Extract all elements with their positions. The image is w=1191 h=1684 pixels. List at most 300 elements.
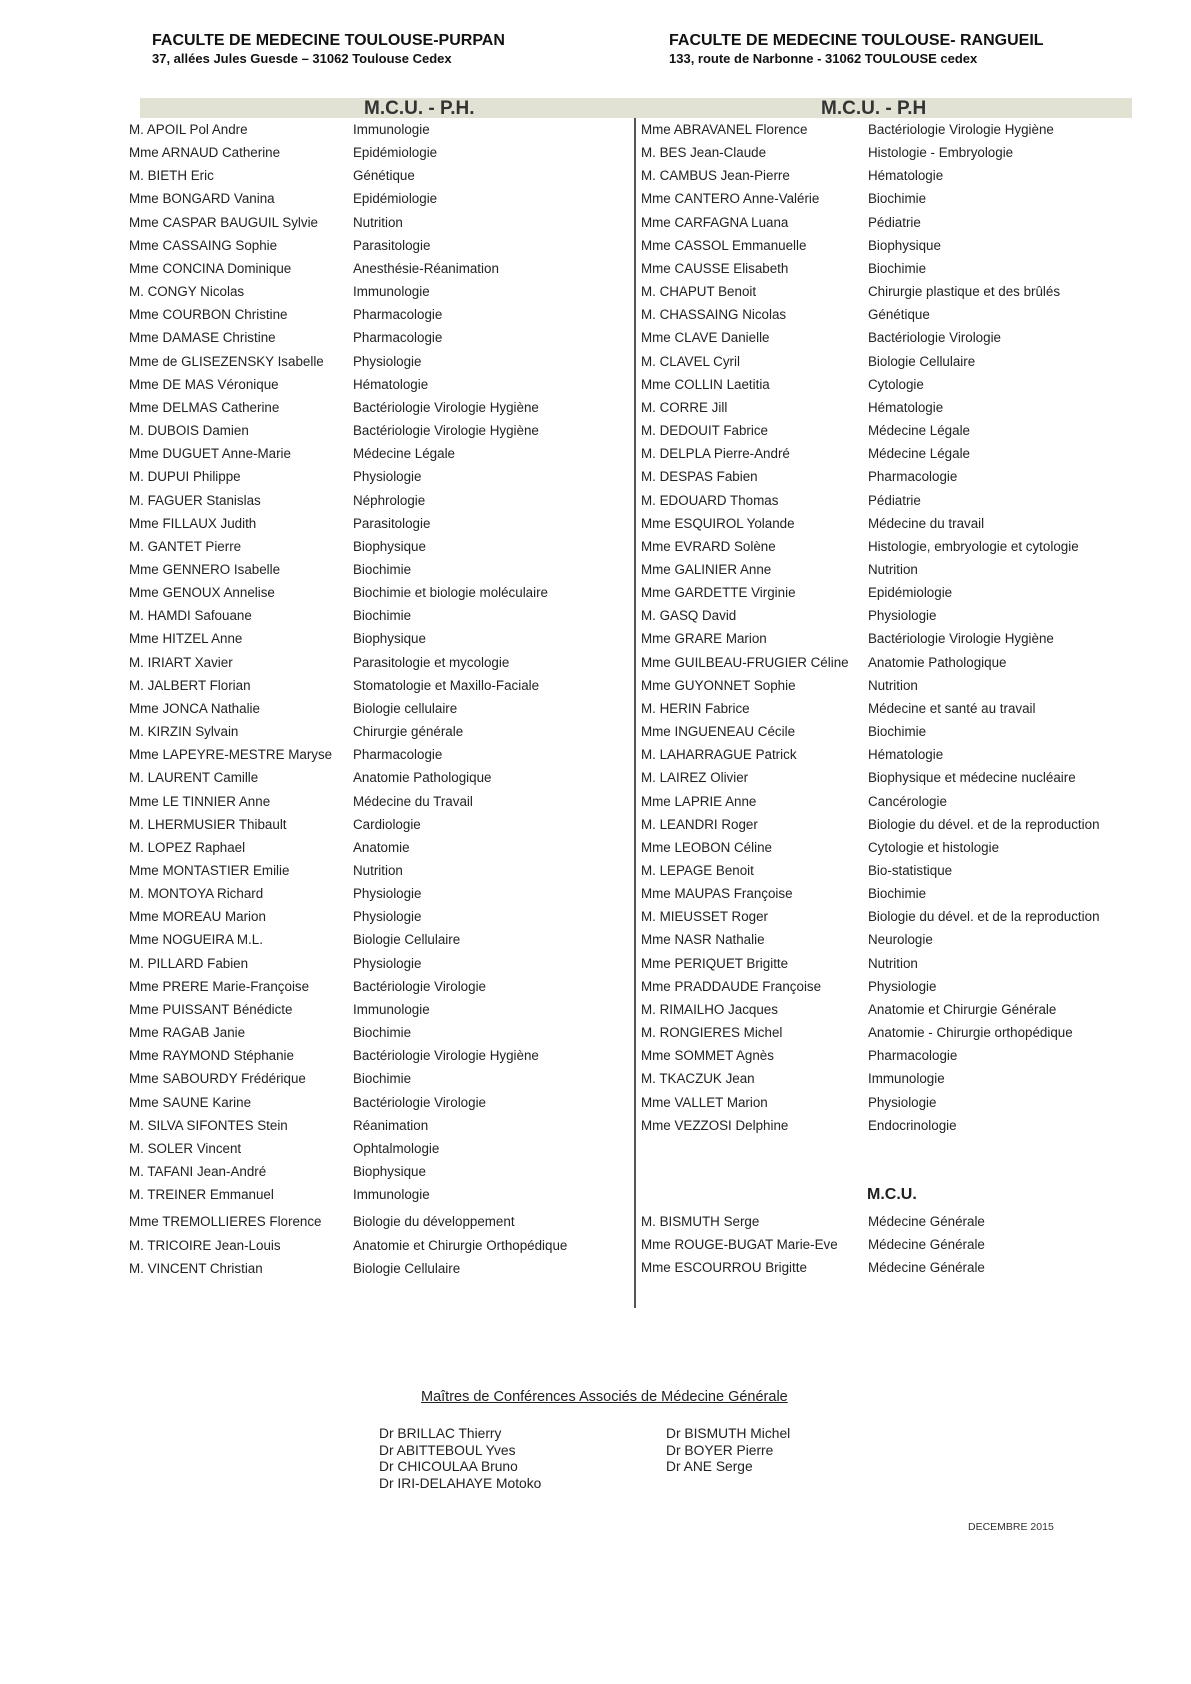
person-name: Mme RAYMOND Stéphanie (129, 1048, 294, 1064)
specialty: Réanimation (353, 1117, 429, 1133)
person-name: Mme DUGUET Anne-Marie (129, 446, 291, 462)
specialty: Biochimie (353, 561, 412, 577)
list-item (129, 975, 629, 998)
person-name: Mme GRARE Marion (641, 631, 767, 647)
list-item (129, 280, 629, 303)
person-name: Mme SAUNE Karine (129, 1094, 252, 1110)
list-item (641, 975, 1181, 998)
specialty: Chirurgie plastique et des brûlés (868, 284, 1061, 300)
person-name: Mme NOGUEIRA M.L. (129, 932, 263, 948)
specialty: Nutrition (868, 561, 918, 577)
person-name: Mme CASSOL Emmanuelle (641, 237, 807, 253)
specialty: Cardiologie (353, 816, 421, 832)
list-item (129, 882, 629, 905)
person-name: Mme PRERE Marie-Françoise (129, 978, 310, 994)
specialty: Endocrinologie (868, 1117, 957, 1133)
specialty: Stomatologie et Maxillo-Faciale (353, 677, 540, 693)
specialty: Biochimie (868, 191, 927, 207)
list-item (641, 928, 1181, 951)
list-item (129, 512, 629, 535)
mcu-list (641, 1210, 1181, 1279)
person-name: Mme ESCOURROU Brigitte (641, 1260, 807, 1276)
list-item (641, 1091, 1181, 1114)
person-name: Mme COLLIN Laetitia (641, 376, 770, 392)
person-name: Mme CLAVE Danielle (641, 330, 770, 346)
specialty: Biologie Cellulaire (353, 932, 461, 948)
person-name: Mme ESQUIROL Yolande (641, 515, 795, 531)
person-name: M. TRICOIRE Jean-Louis (129, 1237, 281, 1253)
person-name: Mme MONTASTIER Emilie (129, 863, 290, 878)
list-item (641, 234, 1181, 257)
specialty: Biochimie (868, 260, 927, 276)
person-name: Mme DAMASE Christine (129, 330, 276, 346)
specialty: Immunologie (353, 1187, 430, 1203)
list-item (641, 836, 1181, 859)
person-name: Mme PUISSANT Bénédicte (129, 1001, 293, 1017)
list-item (129, 489, 629, 512)
specialty: Physiologie (353, 353, 422, 369)
specialty: Epidémiologie (353, 145, 438, 161)
person-name: Mme LAPRIE Anne (641, 793, 757, 809)
list-item (129, 1257, 629, 1280)
person-name: M. JALBERT Florian (129, 677, 251, 693)
header-rangueil-title: FACULTE DE MEDECINE TOULOUSE- RANGUEIL (669, 32, 1044, 49)
purpan-list (129, 118, 629, 1280)
person-name: M. CONGY Nicolas (129, 284, 245, 300)
list-item (129, 1021, 629, 1044)
person-name: M. VINCENT Christian (129, 1260, 263, 1276)
specialty: Médecine Générale (868, 1260, 985, 1276)
list-item (129, 674, 629, 697)
list-item (129, 790, 629, 813)
specialty: Biologie cellulaire (353, 700, 458, 716)
list-item (129, 1114, 629, 1137)
specialty: Bactériologie Virologie Hygiène (353, 399, 539, 415)
list-item (129, 419, 629, 442)
specialty: Anesthésie-Réanimation (353, 260, 499, 276)
specialty: Biophysique (868, 237, 941, 253)
list-item (641, 674, 1181, 697)
person-name: M. PILLARD Fabien (129, 955, 249, 971)
section-title-rangueil: M.C.U. - P.H (821, 98, 927, 119)
specialty: Génétique (868, 307, 930, 323)
specialty: Anatomie - Chirurgie orthopédique (868, 1025, 1073, 1041)
specialty: Bactériologie Virologie (868, 330, 1001, 346)
person-name: M. CORRE Jill (641, 399, 728, 415)
specialty: Pédiatrie (868, 214, 921, 230)
list-item (641, 164, 1181, 187)
specialty: Médecine Générale (868, 1237, 985, 1253)
associate-name: Dr BRILLAC Thierry (379, 1426, 502, 1441)
specialty: Physiologie (353, 955, 422, 971)
list-item (641, 651, 1181, 674)
column-divider (634, 118, 636, 1308)
list-item (129, 1210, 629, 1233)
person-name: M. LHERMUSIER Thibault (129, 816, 287, 832)
specialty: Médecine et santé au travail (868, 700, 1036, 716)
person-name: M. LEPAGE Benoit (641, 863, 754, 878)
person-name: M. GASQ David (641, 608, 737, 624)
person-name: Mme DELMAS Catherine (129, 399, 280, 415)
specialty: Pharmacologie (868, 469, 958, 485)
list-item (641, 118, 1181, 141)
associate-name: Dr ANE Serge (666, 1459, 753, 1474)
person-name: M. HAMDI Safouane (129, 608, 252, 624)
list-item (641, 465, 1181, 488)
list-item (129, 211, 629, 234)
list-item (129, 234, 629, 257)
list-item (129, 651, 629, 674)
list-item (641, 766, 1181, 789)
person-name: M. HERIN Fabrice (641, 700, 750, 716)
specialty: Bactériologie Virologie (353, 1094, 486, 1110)
specialty: Biologie du dével. et de la reproduction (868, 816, 1100, 832)
specialty: Physiologie (868, 608, 937, 624)
specialty: Physiologie (353, 469, 422, 485)
person-name: M. CHASSAING Nicolas (641, 307, 787, 323)
list-item (641, 303, 1181, 326)
associates-left-list (379, 1426, 541, 1492)
list-item (641, 442, 1181, 465)
person-name: M. MONTOYA Richard (129, 886, 264, 902)
person-name: Mme LE TINNIER Anne (129, 793, 271, 809)
person-name: M. EDOUARD Thomas (641, 492, 779, 508)
person-name: Mme NASR Nathalie (641, 932, 765, 948)
header-rangueil-address: 133, route de Narbonne - 31062 TOULOUSE cedex (669, 51, 978, 66)
person-name: Mme DE MAS Véronique (129, 376, 279, 392)
list-item (129, 627, 629, 650)
person-name: M. CAMBUS Jean-Pierre (641, 168, 790, 184)
person-name: Mme GARDETTE Virginie (641, 585, 796, 601)
associate-name: Dr BISMUTH Michel (666, 1426, 791, 1441)
list-item (641, 998, 1181, 1021)
person-name: M. APOIL Pol Andre (129, 122, 248, 137)
specialty: Médecine Légale (868, 446, 970, 462)
specialty: Pharmacologie (868, 1048, 958, 1064)
list-item (641, 1067, 1181, 1090)
list-item (129, 1160, 629, 1183)
person-name: Mme de GLISEZENSKY Isabelle (129, 353, 324, 369)
header-purpan-title: FACULTE DE MEDECINE TOULOUSE-PURPAN (152, 32, 505, 49)
specialty: Biophysique (353, 538, 426, 554)
list-item (641, 1114, 1181, 1137)
specialty: Néphrologie (353, 492, 426, 508)
person-name: Mme PERIQUET Brigitte (641, 955, 789, 971)
specialty: Immunologie (353, 1001, 430, 1017)
specialty: Epidémiologie (353, 191, 438, 207)
person-name: M. TREINER Emmanuel (129, 1187, 274, 1203)
list-item (129, 164, 629, 187)
specialty: Nutrition (353, 863, 403, 878)
list-item (129, 928, 629, 951)
list-item (129, 303, 629, 326)
list-item (129, 465, 629, 488)
list-item (641, 1233, 1181, 1256)
person-name: Mme ROUGE-BUGAT Marie-Eve (641, 1237, 838, 1253)
list-item (129, 905, 629, 928)
list-item (641, 905, 1181, 928)
person-name: Mme JONCA Nathalie (129, 700, 260, 716)
specialty: Anatomie Pathologique (868, 654, 1007, 670)
list-item (641, 882, 1181, 905)
list-item (129, 859, 629, 882)
specialty: Biophysique (353, 1164, 426, 1180)
document-date: DECEMBRE 2015 (968, 1521, 1054, 1533)
person-name: M. LAURENT Camille (129, 770, 259, 786)
person-name: M. IRIART Xavier (129, 654, 233, 670)
list-item (641, 743, 1181, 766)
list-item (641, 952, 1181, 975)
header-rangueil (669, 32, 1044, 67)
person-name: Mme MAUPAS Françoise (641, 886, 793, 902)
person-name: Mme SOMMET Agnès (641, 1048, 774, 1064)
person-name: Mme GUILBEAU-FRUGIER Céline (641, 654, 849, 670)
person-name: M. MIEUSSET Roger (641, 909, 768, 925)
list-item (641, 326, 1181, 349)
person-name: M. DUPUI Philippe (129, 469, 241, 485)
list-item (641, 141, 1181, 164)
specialty: Anatomie (353, 839, 410, 855)
specialty: Hématologie (868, 399, 944, 415)
specialty: Médecine du Travail (353, 793, 473, 809)
associate-name: Dr IRI-DELAHAYE Motoko (379, 1475, 542, 1491)
list-item (641, 1044, 1181, 1067)
person-name: M. LAHARRAGUE Patrick (641, 747, 797, 763)
specialty: Cytologie (868, 376, 924, 392)
list-item (129, 326, 629, 349)
person-name: M. CLAVEL Cyril (641, 353, 740, 369)
specialty: Physiologie (353, 909, 422, 925)
associates-right-list (666, 1426, 790, 1476)
list-item (641, 489, 1181, 512)
person-name: M. TAFANI Jean-André (129, 1164, 267, 1180)
specialty: Médecine Légale (353, 446, 455, 462)
specialty: Physiologie (353, 886, 422, 902)
list-item (641, 187, 1181, 210)
specialty: Histologie - Embryologie (868, 145, 1014, 161)
person-name: Mme GENOUX Annelise (129, 585, 275, 601)
specialty: Biologie du développement (353, 1214, 515, 1230)
person-name: M. SILVA SIFONTES Stein (129, 1117, 288, 1133)
list-item (129, 836, 629, 859)
associates-title: Maîtres de Conférences Associés de Médecine Générale (421, 1389, 788, 1405)
specialty: Hématologie (868, 168, 944, 184)
list-item (641, 581, 1181, 604)
person-name: Mme TREMOLLIERES Florence (129, 1214, 322, 1230)
specialty: Cytologie et histologie (868, 839, 1000, 855)
list-item (641, 396, 1181, 419)
person-name: Mme CARFAGNA Luana (641, 214, 789, 230)
person-name: M. LOPEZ Raphael (129, 839, 246, 855)
list-item (129, 1067, 629, 1090)
person-name: M. SOLER Vincent (129, 1140, 242, 1156)
specialty: Epidémiologie (868, 585, 953, 601)
specialty: Parasitologie (353, 237, 431, 253)
specialty: Histologie, embryologie et cytologie (868, 538, 1079, 554)
list-item (129, 697, 629, 720)
specialty: Pédiatrie (868, 492, 921, 508)
list-item (641, 512, 1181, 535)
associate-name: Dr ABITTEBOUL Yves (379, 1442, 516, 1458)
section-title-purpan: M.C.U. - P.H. (364, 98, 475, 119)
person-name: Mme FILLAUX Judith (129, 515, 257, 531)
specialty: Anatomie et Chirurgie Générale (868, 1001, 1057, 1017)
list-item (641, 697, 1181, 720)
list-item (641, 280, 1181, 303)
list-item (641, 720, 1181, 743)
list-item (129, 396, 629, 419)
specialty: Bactériologie Virologie Hygiène (353, 1048, 539, 1064)
person-name: M. BES Jean-Claude (641, 145, 767, 161)
person-name: Mme CASSAING Sophie (129, 237, 278, 253)
specialty: Bactériologie Virologie Hygiène (353, 423, 539, 439)
specialty: Bactériologie Virologie Hygiène (868, 631, 1054, 647)
list-item (129, 1234, 629, 1257)
list-item (641, 1021, 1181, 1044)
person-name: M. RONGIERES Michel (641, 1025, 783, 1041)
person-name: Mme BONGARD Vanina (129, 191, 275, 207)
list-item (129, 373, 629, 396)
specialty: Biochimie (353, 608, 412, 624)
header-purpan-address: 37, allées Jules Guesde – 31062 Toulouse Cedex (152, 51, 452, 66)
associate-name: Dr CHICOULAA Bruno (379, 1459, 518, 1474)
specialty: Génétique (353, 168, 415, 184)
specialty: Bio-statistique (868, 863, 953, 878)
person-name: Mme SABOURDY Frédérique (129, 1071, 306, 1087)
specialty: Hématologie (868, 747, 944, 763)
specialty: Nutrition (353, 214, 403, 230)
specialty: Biologie Cellulaire (353, 1260, 461, 1276)
list-item (641, 813, 1181, 836)
list-item (641, 1256, 1181, 1279)
person-name: M. FAGUER Stanislas (129, 492, 261, 508)
section-band (140, 98, 1132, 118)
specialty: Hématologie (353, 376, 429, 392)
list-item (129, 118, 629, 141)
person-name: Mme INGUENEAU Cécile (641, 724, 796, 740)
list-item (641, 790, 1181, 813)
specialty: Pharmacologie (353, 330, 443, 346)
rangueil-list (641, 118, 1181, 1137)
list-item (129, 952, 629, 975)
specialty: Physiologie (868, 978, 937, 994)
list-item (129, 558, 629, 581)
associate-name: Dr BOYER Pierre (666, 1442, 774, 1458)
list-item (129, 743, 629, 766)
specialty: Parasitologie (353, 515, 431, 531)
specialty: Immunologie (353, 122, 430, 137)
person-name: Mme COURBON Christine (129, 307, 288, 323)
specialty: Immunologie (353, 284, 430, 300)
list-item (129, 1183, 629, 1206)
person-name: M. BIETH Eric (129, 168, 214, 184)
person-name: Mme GUYONNET Sophie (641, 677, 796, 693)
specialty: Médecine du travail (868, 515, 985, 531)
list-item (129, 535, 629, 558)
list-item (129, 813, 629, 836)
list-item (641, 558, 1181, 581)
specialty: Médecine Générale (868, 1214, 985, 1229)
specialty: Cancérologie (868, 793, 947, 809)
person-name: M. DESPAS Fabien (641, 469, 758, 485)
specialty: Anatomie et Chirurgie Orthopédique (353, 1237, 568, 1253)
specialty: Biochimie (353, 1071, 412, 1087)
person-name: M. BISMUTH Serge (641, 1214, 760, 1229)
list-item (641, 1210, 1181, 1233)
specialty: Biologie Cellulaire (868, 353, 976, 369)
person-name: Mme EVRARD Solène (641, 538, 776, 554)
specialty: Biochimie (353, 1025, 412, 1041)
list-item (129, 1137, 629, 1160)
person-name: M. DEDOUIT Fabrice (641, 423, 768, 439)
specialty: Bactériologie Virologie (353, 978, 486, 994)
person-name: M. LEANDRI Roger (641, 816, 758, 832)
specialty: Chirurgie générale (353, 724, 464, 740)
person-name: M. TKACZUK Jean (641, 1071, 755, 1087)
list-item (641, 859, 1181, 882)
list-item (129, 257, 629, 280)
person-name: M. LAIREZ Olivier (641, 770, 749, 786)
list-item (129, 442, 629, 465)
specialty: Bactériologie Virologie Hygiène (868, 122, 1054, 137)
specialty: Médecine Légale (868, 423, 970, 439)
list-item (129, 187, 629, 210)
list-item (641, 350, 1181, 373)
specialty: Biochimie (868, 886, 927, 902)
person-name: Mme ARNAUD Catherine (129, 145, 281, 161)
person-name: Mme VEZZOSI Delphine (641, 1117, 789, 1133)
specialty: Immunologie (868, 1071, 945, 1087)
person-name: Mme GENNERO Isabelle (129, 561, 281, 577)
list-item (641, 257, 1181, 280)
person-name: Mme GALINIER Anne (641, 561, 772, 577)
specialty: Physiologie (868, 1094, 937, 1110)
list-item (129, 1091, 629, 1114)
person-name: Mme ABRAVANEL Florence (641, 122, 808, 137)
person-name: Mme RAGAB Janie (129, 1025, 246, 1041)
header-purpan (152, 32, 505, 67)
person-name: Mme CONCINA Dominique (129, 260, 292, 276)
specialty: Parasitologie et mycologie (353, 654, 510, 670)
list-item (641, 604, 1181, 627)
person-name: Mme LEOBON Céline (641, 839, 772, 855)
specialty: Biologie du dével. et de la reproduction (868, 909, 1100, 925)
list-item (641, 419, 1181, 442)
mcu-label: M.C.U. (867, 1186, 917, 1203)
person-name: Mme CANTERO Anne-Valérie (641, 191, 820, 207)
specialty: Biochimie et biologie moléculaire (353, 585, 549, 601)
person-name: M. GANTET Pierre (129, 538, 242, 554)
list-item (129, 350, 629, 373)
specialty: Pharmacologie (353, 307, 443, 323)
list-item (129, 1044, 629, 1067)
specialty: Biochimie (868, 724, 927, 740)
list-item (129, 720, 629, 743)
list-item (129, 766, 629, 789)
list-item (641, 373, 1181, 396)
specialty: Biophysique (353, 631, 426, 647)
specialty: Nutrition (868, 677, 918, 693)
person-name: M. DELPLA Pierre-André (641, 446, 790, 462)
specialty: Pharmacologie (353, 747, 443, 763)
person-name: Mme LAPEYRE-MESTRE Maryse (129, 747, 333, 763)
list-item (129, 998, 629, 1021)
specialty: Neurologie (868, 932, 933, 948)
person-name: M. DUBOIS Damien (129, 423, 249, 439)
person-name: M. RIMAILHO Jacques (641, 1001, 778, 1017)
list-item (641, 627, 1181, 650)
person-name: M. KIRZIN Sylvain (129, 724, 239, 740)
